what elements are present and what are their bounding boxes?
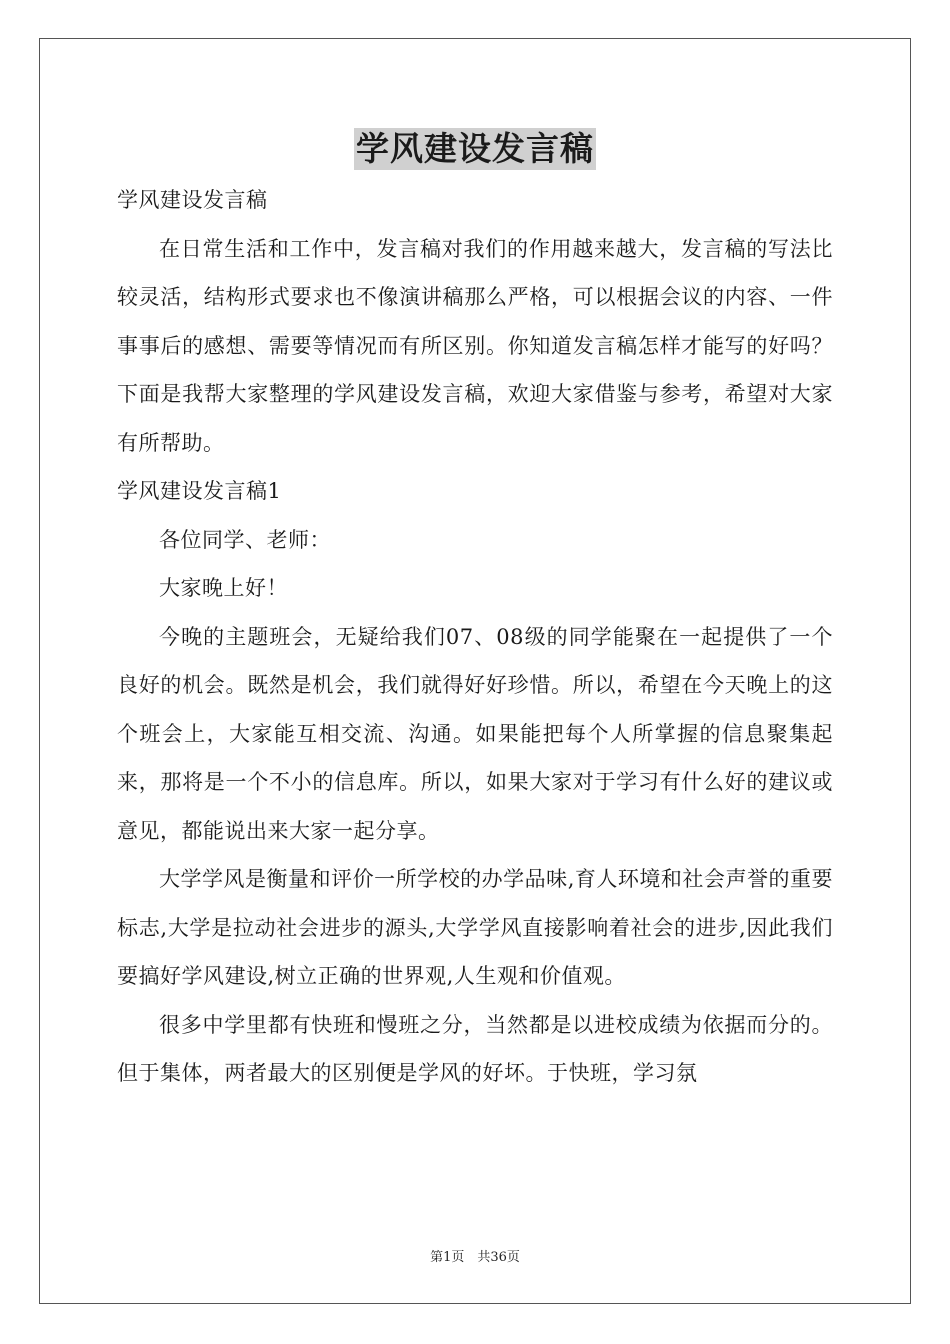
- paragraph: 很多中学里都有快班和慢班之分，当然都是以进校成绩为依据而分的。但于集体，两者最大的区别便是学风的好坏。于快班，学习氛: [117, 1012, 833, 1085]
- document-body: [117, 176, 833, 1098]
- paragraph: 学风建设发言稿1: [117, 479, 282, 503]
- paragraph: 各位同学、老师：: [159, 527, 331, 552]
- paragraph: 今晚的主题班会，无疑给我们07、08级的同学能聚在一起提供了一个良好的机会。既然是机会，我们就得好好珍惜。所以，希望在今天晚上的这个班会上，大家能互相交流、沟通。如果能把每个人所掌握的信息聚集起来，那将是一个不小的信息库。所以，如果大家对于学习有什么好的建议或意见，都能说出来大家一起分享。: [117, 624, 833, 843]
- page-footer: 第1页 共36页: [430, 1250, 520, 1265]
- document-title: 学风建设发言稿: [356, 129, 594, 168]
- paragraph: 学风建设发言稿: [117, 188, 268, 212]
- paragraph: 大家晚上好！: [159, 576, 288, 600]
- paragraph: 在日常生活和工作中，发言稿对我们的作用越来越大，发言稿的写法比较灵活，结构形式要求也不像演讲稿那么严格，可以根据会议的内容、一件事事后的感想、需要等情况而有所区别。你知道发言稿怎样才能写的好吗？下面是我帮大家整理的学风建设发言稿，欢迎大家借鉴与参考，希望对大家有所帮助。: [117, 236, 833, 455]
- title-wrap: [0, 128, 950, 170]
- paragraph: 大学学风是衡量和评价一所学校的办学品味,育人环境和社会声誉的重要标志,大学是拉动社会进步的源头,大学学风直接影响着社会的进步,因此我们要搞好学风建设,树立正确的世界观,人生观和价值观。: [117, 867, 833, 988]
